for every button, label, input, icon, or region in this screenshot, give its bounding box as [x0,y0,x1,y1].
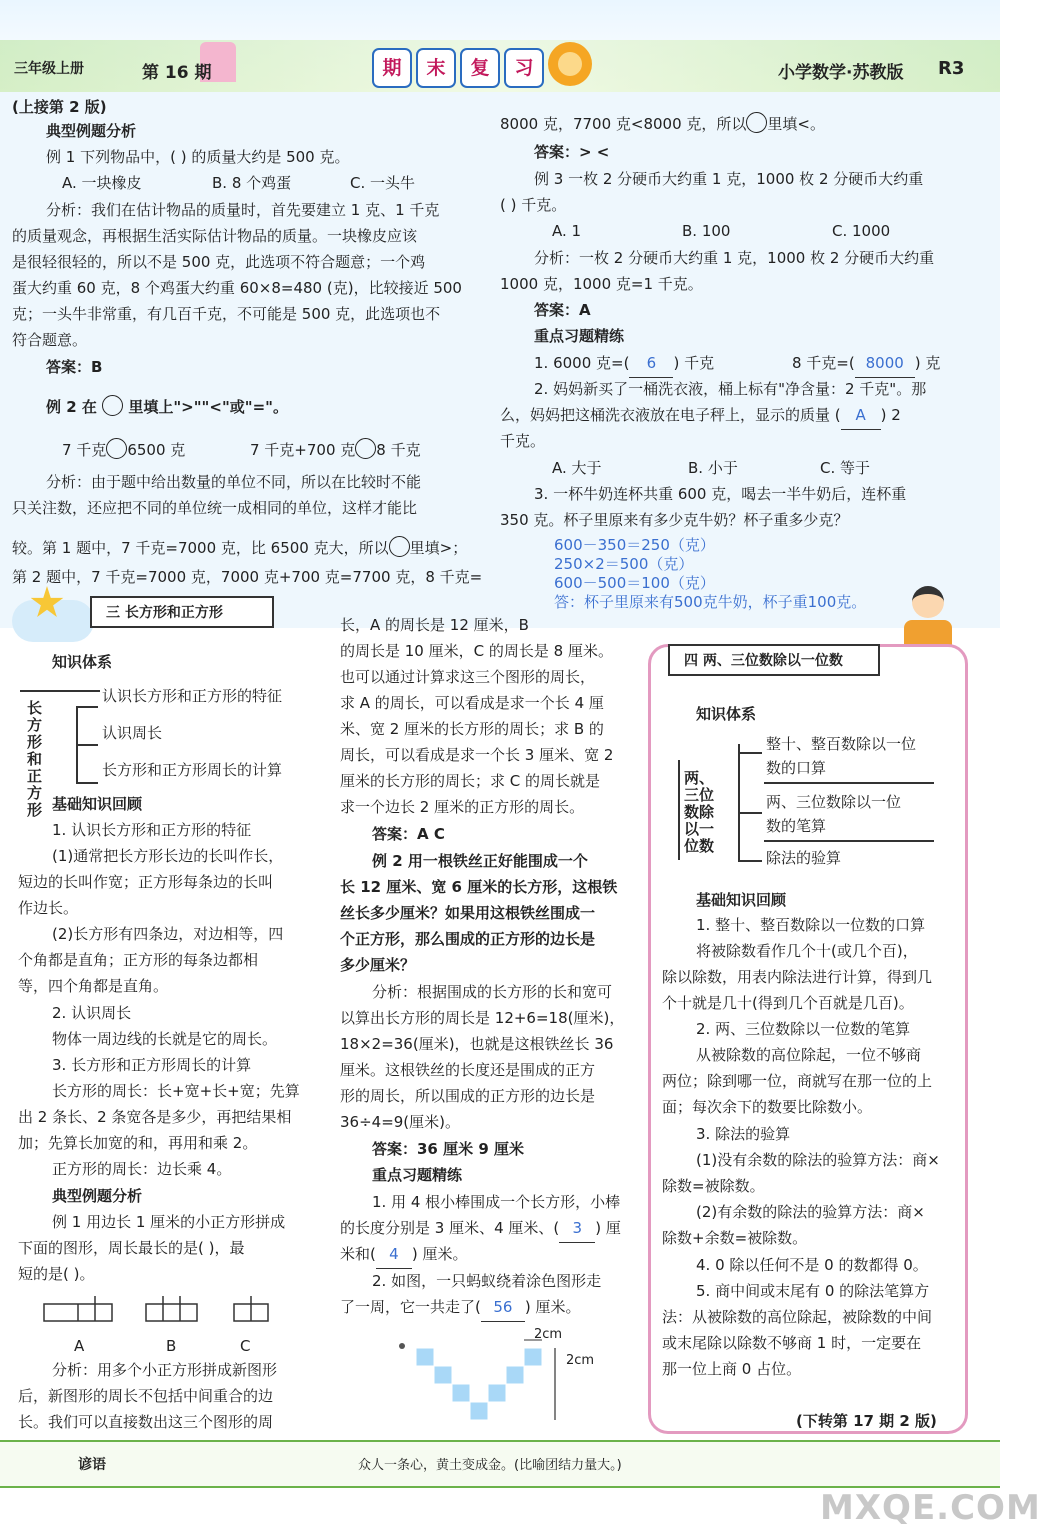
tree-root: 两、三位数除以一位数 [683,769,714,855]
sec3-line: 3. 长方形和正方形周长的计算 [52,1056,252,1074]
tree-item-2: 两、三位数除以一位 [766,793,902,811]
blank-circle [746,112,767,133]
practice-q3-l2: 350 克。杯子里原来有多少克牛奶？杯子重多少克？ [500,511,849,529]
section-4-title: 四 两、三位数除以一位数 [668,644,880,676]
ex2-analysis-1: 分析：由于题中给出数量的单位不同，所以在比较时不能 [46,473,422,491]
mid-practice-heading: 重点习题精练 [372,1166,463,1184]
ex3-option-b: B. 100 [682,222,731,240]
sec3-ex1-line: 下面的图形，周长最长的是( )，最 [18,1239,245,1257]
mid-line: 长，A 的周长是 12 厘米，B [340,616,529,634]
figure-a-label: A [74,1337,85,1355]
ex3-analysis-1: 分析：一枚 2 分硬币大约重 1 克，1000 枚 2 分硬币大约重 [534,249,935,267]
sec3-line: 短边的长叫作宽；正方形每条边的长叫 [18,873,274,891]
cont-line: 8000 克，7700 克<8000 克，所以 里填<。 [500,112,825,138]
ex2-question-2: 7 千克+700 克 8 千克 [250,438,421,464]
grade-label: 三年级上册 [14,61,84,77]
mid-q1-l3: 米和( 4 ) 厘米。 [340,1242,467,1269]
sec3-line: (1)通常把长方形长边的长叫作长， [52,847,284,865]
ex3-option-c: C. 1000 [832,222,891,240]
sec4-line: 2. 两、三位数除以一位数的笔算 [696,1020,911,1038]
sec4-line: 除数+余数=被除数。 [662,1229,808,1247]
mid-q1-l1: 1. 用 4 根小棒围成一个长方形，小棒 [372,1193,621,1211]
mid-analysis-line: 以算出长方形的周长是 12+6=18(厘米)， [340,1009,625,1027]
sec4-line: 法：从被除数的高位除起，被除数的中间 [662,1308,933,1326]
watermark: MXQE.COM [820,1488,1041,1528]
practice-q2-l3: 千克。 [500,432,546,450]
ex3-option-a: A. 1 [552,222,582,240]
ex2-question-1: 7 千克 6500 克 [62,438,185,464]
mid-analysis-line: 形的周长，所以围成的正方形的边长是 [340,1087,596,1105]
sec3-line: 正方形的周长：边长乘 4。 [52,1160,232,1178]
sec4-line: 个十就是几十(得到几个百就是几百)。 [662,994,914,1012]
ex2-answer: 答案：> < [534,143,610,161]
mid-line: 周长，可以看成是求一个长 3 厘米、宽 2 [340,746,614,764]
mid-analysis-line: 18×2=36(厘米)，也就是这根铁丝长 36 [340,1035,614,1053]
sec3-line: (2)长方形有四条边，对边相等，四 [52,925,284,943]
issue-label: 第 16 期 [142,63,212,83]
ex1-analysis-2: 的质量观念，再根据生活实际估计物品的质量。一块橡皮应该 [12,227,418,245]
example-3: 例 3 一枚 2 分硬币大约重 1 克，1000 枚 2 分硬币大约重 [534,170,924,188]
mid-ex2-line: 例 2 用一根铁丝正好能围成一个 [372,852,588,870]
sec4-line: 除数=被除数。 [662,1177,765,1195]
tree-item-1b: 数的口算 [766,759,827,777]
tree-root: 长方形和正方形 [26,699,42,819]
sec3-ex1-line: 短的是( )。 [18,1265,95,1283]
sec4-line: 3. 除法的验算 [696,1125,791,1143]
mid-line: 厘米的长方形的周长；求 C 的周长就是 [340,772,601,790]
ex3-answer: 答案：A [534,301,591,319]
sec4-line: 除以除数，用表内除法进行计算，得到几 [662,968,933,986]
q2-option-c: C. 等于 [820,459,871,477]
ex2-analysis-2: 只关注数，还应把不同的单位统一成相同的单位，这样才能比 [12,499,418,517]
mid-ex2-answer: 答案：36 厘米 9 厘米 [372,1140,524,1158]
tree-item-2: 认识周长 [102,724,163,742]
sec4-line: 将被除数看作几个十(或几个百)， [696,942,918,960]
ex1-analysis-3: 是很轻很轻的，所以不是 500 克，此选项不符合题意；一个鸡 [12,253,426,271]
tree-item-3: 除法的验算 [766,849,842,867]
mid-line: 也可以通过计算求这三个图形的周长， [340,668,596,686]
example-3-b: ( ) 千克。 [500,196,567,214]
sec4-line: 或末尾除以除数不够商 1 时，一定要在 [662,1334,922,1352]
mid-line: 的周长是 10 厘米，C 的周长是 8 厘米。 [340,642,613,660]
practice-q1: 1. 6000 克=( 6 ) 千克 [534,351,714,378]
sec3-analysis-line: 长。我们可以直接数出这三个图形的周 [18,1413,274,1431]
sec3-line: 1. 认识长方形和正方形的特征 [52,821,252,839]
ex1-analysis-1: 分析：我们在估计物品的质量时，首先要建立 1 克、1 千克 [46,201,440,219]
figure-b-label: B [166,1337,177,1355]
continued-next: (下转第 17 期 2 版) [796,1412,937,1430]
page-number: R3 [938,58,965,79]
sec4-line: 面；每次余下的数要比除数小。 [662,1098,873,1116]
ex1-option-b: B. 8 个鸡蛋 [212,174,292,192]
ex1-answer: 答案：B [46,358,103,376]
sec3-line: 2. 认识周长 [52,1004,132,1022]
sec4-line: 4. 0 除以任何不是 0 的数都得 0。 [696,1256,928,1274]
figure-b-shape [146,1304,197,1321]
mid-ex2-line: 个正方形，那么围成的正方形的边长是 [340,930,596,948]
mid-ex2-line: 丝长多少厘米？如果用这根铁丝围成一 [340,904,596,922]
tree-item-3: 长方形和正方形周长的计算 [102,761,283,779]
continued-note: (上接第 2 版) [12,98,107,116]
q2-option-a: A. 大于 [552,459,602,477]
blank-circle [102,395,123,416]
mid-line: 米、宽 2 厘米的长方形的周长；求 B 的 [340,720,604,738]
ant-icon [399,1343,405,1349]
mid-analysis-line: 厘米。这根铁丝的长度还是围成的正方 [340,1061,596,1079]
sec4-line: 从被除数的高位除起，一位不够商 [696,1046,922,1064]
mid-q1-l2: 的长度分别是 3 厘米、4 厘米、( 3 ) 厘 [340,1216,621,1243]
mid-ans1: 答案：A C [372,825,445,843]
ant-staircase-figure [380,1330,600,1440]
q3-work-3: 600－500＝100（克） [554,574,715,592]
mid-line: 求 A 的周长，可以看成是求一个长 4 厘 [340,694,604,712]
figure-c-label: C [240,1337,251,1355]
page-header [0,0,1000,94]
sec4-knowledge-heading: 知识体系 [696,705,757,723]
sec3-line: 出 2 条长、2 条宽各是多少，再把结果相 [18,1108,292,1126]
page-footer [0,1440,1000,1488]
q3-work-4: 答：杯子里原来有500克牛奶，杯子重100克。 [554,593,867,611]
ex1-analysis-4: 蛋大约重 60 克，8 个鸡蛋大约重 60×8=480 (克)，比较接近 500 [12,279,462,297]
fig-label-side: 2cm [566,1353,595,1368]
q2-option-b: B. 小于 [688,459,738,477]
footer-label: 谚语 [78,1457,106,1473]
sec4-basic-heading: 基础知识回顾 [696,891,787,909]
tree-item-2b: 数的笔算 [766,817,827,835]
sec3-line: 长方形的周长：长+宽+长+宽；先算 [52,1082,300,1100]
ex2-analysis-3: 较。第 1 题中，7 千克=7000 克，比 6500 克大，所以 里填>； [12,536,467,562]
sec3-line: 物体一周边线的长就是它的周长。 [52,1030,278,1048]
subject-label: 小学数学·苏教版 [778,63,904,83]
practice-q2-l1: 2. 妈妈新买了一桶洗衣液，桶上标有"净含量：2 千克"。那 [534,380,927,398]
sec4-line: 5. 商中间或末尾有 0 的除法笔算方 [696,1282,930,1300]
mid-analysis-line: 分析：根据围成的长方形的长和宽可 [372,983,613,1001]
lion-mascot-icon [548,42,592,86]
mid-q2-l1: 2. 如图，一只蚂蚁绕着涂色图形走 [372,1272,602,1290]
tree-item-1: 认识长方形和正方形的特征 [102,687,283,705]
reading-boy-illustration [898,586,958,652]
sec4-line: 那一位上商 0 占位。 [662,1360,802,1378]
tree-item-1: 整十、整百数除以一位 [766,735,917,753]
ex2-analysis-4: 第 2 题中，7 千克=7000 克，7000 克+700 克=7700 克，8 千克= [12,568,483,586]
mid-analysis-line: 36÷4=9(厘米)。 [340,1113,461,1131]
mid-q2-l2: 了一周，它一共走了( 56 ) 厘米。 [340,1295,580,1322]
sec3-analysis-line: 分析：用多个小正方形拼成新图形 [52,1361,278,1379]
sec3-line: 作边长。 [18,899,79,917]
typical-heading: 典型例题分析 [46,122,137,140]
sec4-line: (2)有余数的除法的验算方法：商× [696,1203,925,1221]
sec3-line: 加；先算长加宽的和，再用和乘 2。 [18,1134,258,1152]
ex3-analysis-2: 1000 克，1000 克=1 千克。 [500,275,703,293]
practice-q2-l2: 么，妈妈把这桶洗衣液放在电子秤上，显示的质量 ( A ) 2 [500,403,901,430]
sec3-ex1-line: 例 1 用边长 1 厘米的小正方形拼成 [52,1213,286,1231]
practice-q3-l1: 3. 一杯牛奶连杯共重 600 克，喝去一半牛奶后，连杯重 [534,485,907,503]
sec3-basic-heading: 基础知识回顾 [52,795,143,813]
q3-work-2: 250×2＝500（克） [554,555,694,573]
badge-4: 习 [504,48,544,88]
sec4-line: 两位；除到哪一位，商就写在那一位的上 [662,1072,933,1090]
sec3-knowledge-heading: 知识体系 [52,653,113,671]
blank-circle [106,438,127,459]
badge-1: 期 [372,48,412,88]
blank-circle [355,438,376,459]
q3-work-1: 600－350＝250（克） [554,536,715,554]
practice-q1-b: 8 千克=( 8000 ) 克 [792,351,940,378]
fig-label-top: 2cm [534,1327,563,1342]
badge-3: 复 [460,48,500,88]
example-1: 例 1 下列物品中，( ) 的质量大约是 500 克。 [46,148,350,166]
sec4-line: 1. 整十、整百数除以一位数的口算 [696,916,926,934]
footer-proverb: 众人一条心，黄土变成金。(比喻团结力量大。) [358,1458,622,1473]
blank-circle [389,536,410,557]
sec4-line: (1)没有余数的除法的验算方法：商× [696,1151,940,1169]
ex1-option-c: C. 一头牛 [350,174,416,192]
mid-line: 求一个边长 2 厘米的正方形的周长。 [340,798,585,816]
ex1-option-a: A. 一块橡皮 [62,174,142,192]
badge-2: 末 [416,48,456,88]
section-3-title: 三 长方形和正方形 [90,596,274,628]
sec3-line: 等，四个角都是直角。 [18,977,169,995]
sec3-analysis-line: 后，新图形的周长不包括中间重合的边 [18,1387,274,1405]
practice-heading: 重点习题精练 [534,327,625,345]
ex1-analysis-6: 符合题意。 [12,331,88,349]
sec3-typical-heading: 典型例题分析 [52,1187,143,1205]
example-2: 例 2 在 里填上">""<"或"="。 [46,395,288,421]
ex1-analysis-5: 克；一头牛非常重，有几百千克，不可能是 500 克，此选项也不 [12,305,441,323]
mid-ex2-line: 多少厘米？ [340,956,416,974]
mid-ex2-line: 长 12 厘米、宽 6 厘米的长方形，这根铁 [340,878,618,896]
sec3-line: 个角都是直角；正方形的每条边都相 [18,951,259,969]
